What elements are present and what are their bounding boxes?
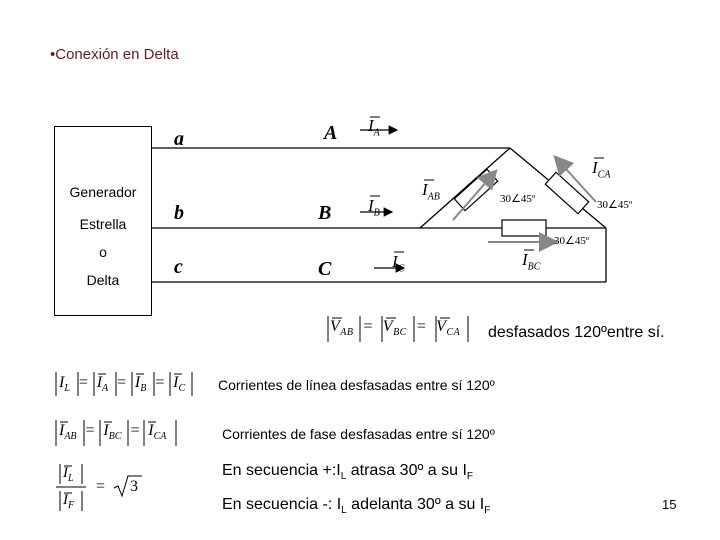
line-c-label: c bbox=[174, 256, 183, 278]
impedance-ab-label: 30∠45º bbox=[500, 193, 536, 205]
ratio-denominator: $I_F$ bbox=[63, 492, 75, 511]
node-b-label: B bbox=[318, 202, 332, 224]
ratio-equals: = bbox=[96, 478, 106, 495]
sequence-positive-statement: En secuencia $+:I_L$ atrasa 30º a su $I_F$ bbox=[222, 462, 473, 483]
current-ica-label: $I_{CA}$ bbox=[592, 158, 611, 181]
voltage-equation-text: $V_{AB} = V_{BC} = V_{CA}$ bbox=[330, 318, 461, 339]
line-currents-statement: Corrientes de línea desfasadas entre sí 120º bbox=[218, 377, 495, 393]
current-ic-label: $I_C$ bbox=[392, 252, 405, 275]
voltage-statement: desfasados 120ºentre sí. bbox=[488, 324, 665, 341]
page-number: 15 bbox=[662, 497, 677, 512]
sequence-negative-statement: En secuencia -: $I_L$ adelanta 30º a su $I_F$ bbox=[222, 496, 491, 517]
ratio-sqrt-value: 3 bbox=[130, 478, 138, 495]
impedance-ca-label: 30∠45º bbox=[597, 199, 633, 211]
current-iab-label: $I_{AB}$ bbox=[422, 180, 440, 203]
phase-currents-statement: Corrientes de fase desfasadas entre sí 120º bbox=[222, 426, 495, 442]
phase-current-equation-text: $I_{AB} = I_{BC} = I_{CA}$ bbox=[59, 422, 167, 443]
impedance-ca-box bbox=[545, 172, 588, 213]
line-current-equation-text: $I_L = I_A = I_B = I_C$ bbox=[59, 374, 186, 395]
ratio-numerator: $I_L$ bbox=[63, 465, 74, 484]
node-a-label: A bbox=[324, 122, 338, 144]
generator-label-3: o bbox=[99, 244, 107, 260]
line-b-label: b bbox=[174, 202, 184, 224]
line-a-label: a bbox=[174, 128, 184, 150]
current-ia-label: $I_A$ bbox=[368, 116, 380, 139]
current-ibc-label: $I_{BC}$ bbox=[522, 250, 541, 273]
impedance-bc-label: 30∠45º bbox=[554, 235, 590, 247]
generator-label-4: Delta bbox=[86, 272, 120, 288]
impedance-bc-box bbox=[502, 220, 546, 236]
generator-label-1: Generador bbox=[69, 184, 137, 200]
generator-label-2: Estrella bbox=[79, 216, 127, 232]
slide-title: •Conexión en Delta bbox=[50, 46, 179, 63]
current-ib-label: $I_B$ bbox=[368, 196, 380, 219]
node-c-label: C bbox=[318, 258, 332, 280]
